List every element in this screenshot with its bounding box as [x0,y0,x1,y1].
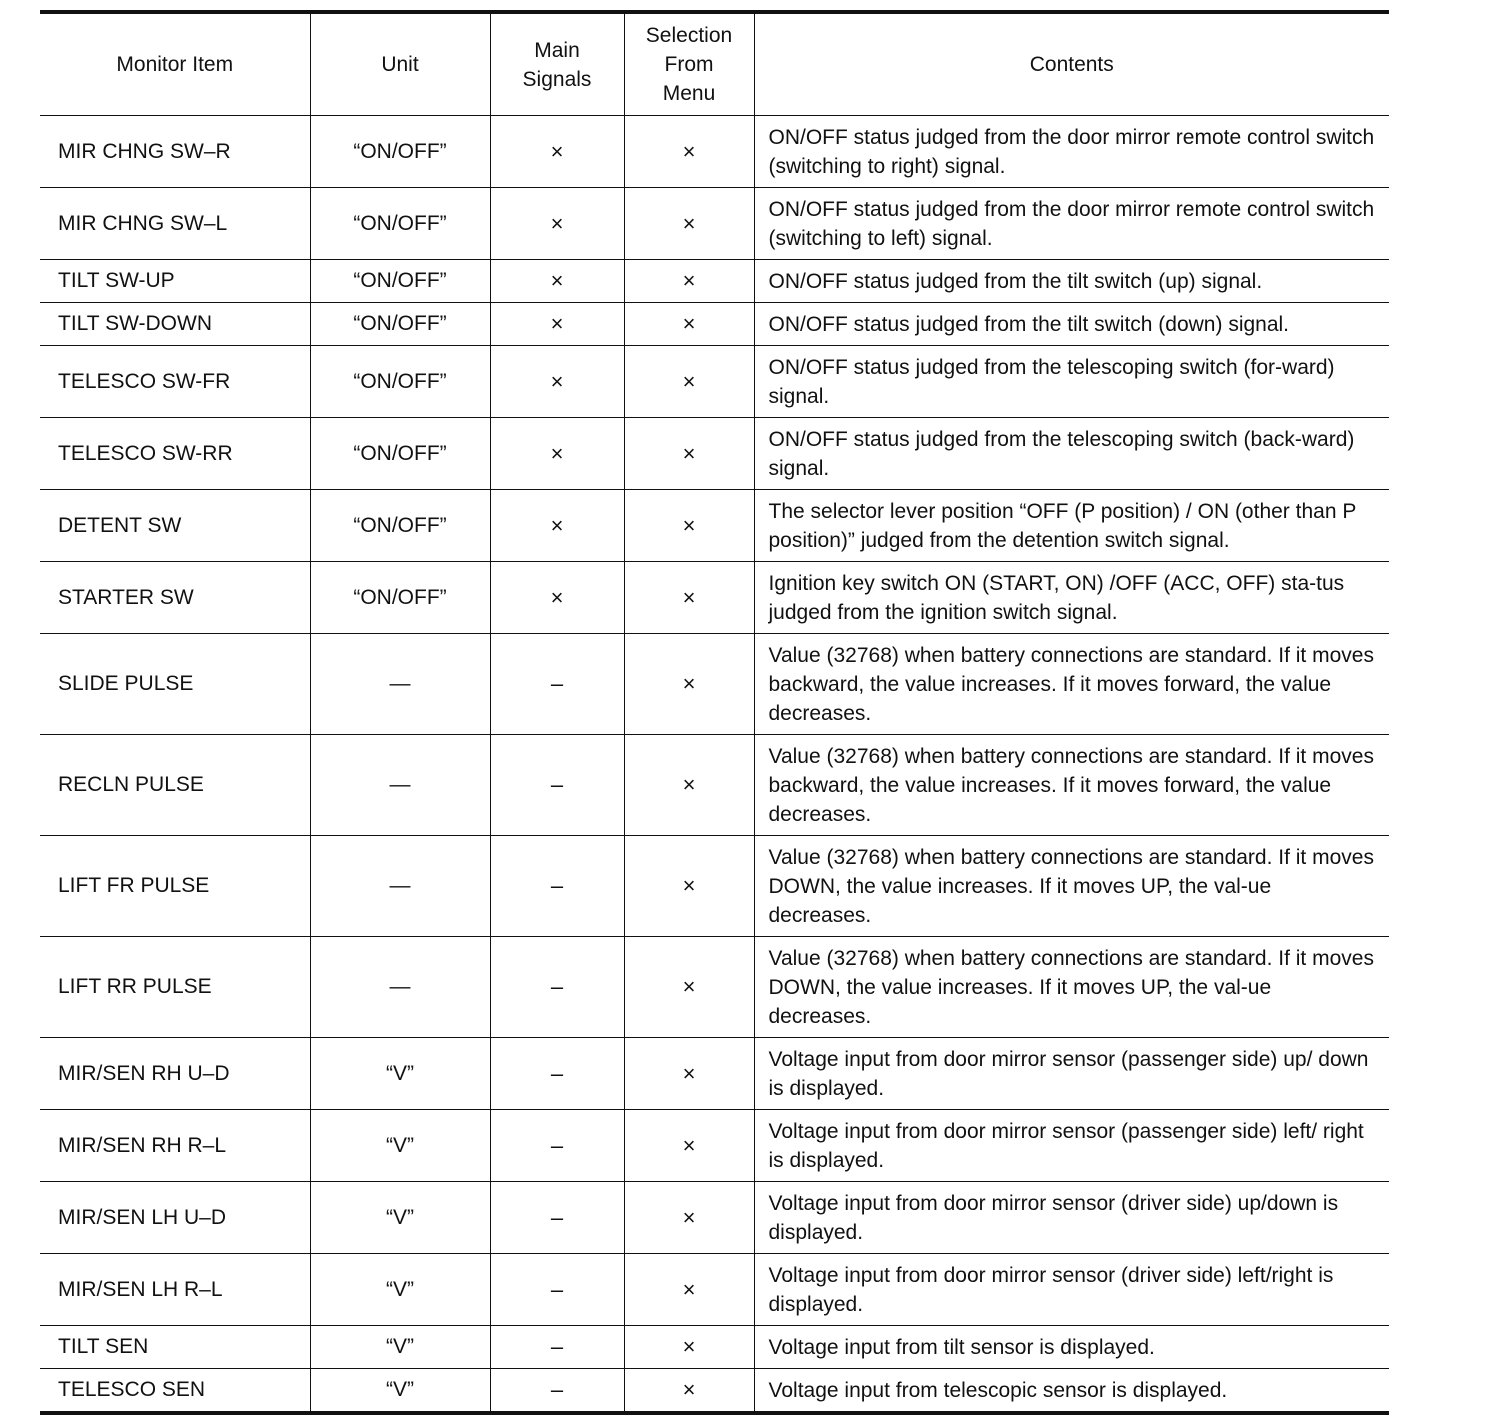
unit-cell: “ON/OFF” [310,418,490,490]
table-row [40,735,1389,836]
unit-cell: “ON/OFF” [310,188,490,260]
selection-cell: × [624,735,754,836]
main-signals-cell: × [490,303,624,346]
table-row [40,1038,1389,1110]
main-signals-cell: – [490,634,624,735]
contents-cell: Value (32768) when battery connections are standard. If it moves DOWN, the value increases. If it moves UP, the val-ue decreases. [754,836,1389,937]
header-unit: Unit [310,12,490,116]
selection-cell: × [624,634,754,735]
table-row [40,303,1389,346]
table-row [40,346,1389,418]
unit-cell: — [310,937,490,1038]
monitor-item-cell: MIR CHNG SW–L [40,188,310,260]
monitor-item-cell: SLIDE PULSE [40,634,310,735]
monitor-item-cell: MIR CHNG SW–R [40,116,310,188]
main-signals-cell: – [490,1326,624,1369]
table-row [40,260,1389,303]
monitor-item-cell: TELESCO SW-FR [40,346,310,418]
unit-cell: “V” [310,1326,490,1369]
header-selection-line: From [664,53,714,76]
monitor-item-cell: LIFT FR PULSE [40,836,310,937]
header-main-signals [490,12,624,116]
monitor-item-cell: TILT SW-UP [40,260,310,303]
main-signals-cell: × [490,188,624,260]
unit-cell: “ON/OFF” [310,490,490,562]
contents-cell: Voltage input from door mirror sensor (passenger side) up/ down is displayed. [754,1038,1389,1110]
unit-cell: “ON/OFF” [310,303,490,346]
contents-cell: Ignition key switch ON (START, ON) /OFF (ACC, OFF) sta-tus judged from the ignition switch signal. [754,562,1389,634]
unit-cell: “V” [310,1110,490,1182]
selection-cell: × [624,418,754,490]
selection-cell: × [624,937,754,1038]
header-selection-line: Selection [645,24,733,47]
contents-cell: Voltage input from telescopic sensor is displayed. [754,1369,1389,1414]
unit-cell: “V” [310,1182,490,1254]
table-row [40,836,1389,937]
selection-cell: × [624,260,754,303]
monitor-item-cell: MIR/SEN LH U–D [40,1182,310,1254]
header-main-signals-line: Main [534,38,580,62]
monitor-item-cell: DETENT SW [40,490,310,562]
monitor-item-cell: RECLN PULSE [40,735,310,836]
selection-cell: × [624,1038,754,1110]
table-row [40,1326,1389,1369]
main-signals-cell: – [490,1369,624,1414]
table-row [40,937,1389,1038]
main-signals-cell: × [490,490,624,562]
table-row [40,1254,1389,1326]
selection-cell: × [624,490,754,562]
selection-cell: × [624,346,754,418]
selection-cell: × [624,303,754,346]
monitor-item-cell: MIR/SEN RH U–D [40,1038,310,1110]
monitor-item-cell: TELESCO SW-RR [40,418,310,490]
table-row [40,562,1389,634]
selection-cell: × [624,836,754,937]
main-signals-cell: × [490,418,624,490]
contents-cell: Value (32768) when battery connections are standard. If it moves DOWN, the value increases. If it moves UP, the val-ue decreases. [754,937,1389,1038]
selection-cell: × [624,562,754,634]
main-signals-cell: – [490,1182,624,1254]
contents-cell: ON/OFF status judged from the telescoping switch (back-ward) signal. [754,418,1389,490]
contents-cell: Voltage input from door mirror sensor (passenger side) left/ right is displayed. [754,1110,1389,1182]
unit-cell: — [310,634,490,735]
header-main-signals-line: Signals [522,67,592,91]
main-signals-cell: × [490,346,624,418]
table-row [40,1182,1389,1254]
header-selection-from-menu [624,12,754,116]
contents-cell: Value (32768) when battery connections are standard. If it moves backward, the value increases. If it moves forward, the value decreases. [754,634,1389,735]
monitor-item-table [40,10,1389,1415]
table-row [40,634,1389,735]
unit-cell: — [310,836,490,937]
unit-cell: “ON/OFF” [310,260,490,303]
contents-cell: The selector lever position “OFF (P position) / ON (other than P position)” judged from the detention switch signal. [754,490,1389,562]
monitor-item-cell: STARTER SW [40,562,310,634]
unit-cell: “ON/OFF” [310,116,490,188]
unit-cell: “ON/OFF” [310,562,490,634]
contents-cell: ON/OFF status judged from the tilt switch (up) signal. [754,260,1389,303]
main-signals-cell: – [490,1110,624,1182]
main-signals-cell: × [490,260,624,303]
selection-cell: × [624,1326,754,1369]
table-row [40,418,1389,490]
table-row [40,188,1389,260]
main-signals-cell: × [490,562,624,634]
header-row [40,12,1389,116]
monitor-item-cell: MIR/SEN LH R–L [40,1254,310,1326]
unit-cell: — [310,735,490,836]
monitor-item-cell: TELESCO SEN [40,1369,310,1414]
table-row [40,490,1389,562]
monitor-item-cell: MIR/SEN RH R–L [40,1110,310,1182]
contents-cell: Voltage input from door mirror sensor (driver side) up/down is displayed. [754,1182,1389,1254]
contents-cell: Value (32768) when battery connections are standard. If it moves backward, the value increases. If it moves forward, the value decreases. [754,735,1389,836]
contents-cell: ON/OFF status judged from the door mirror remote control switch (switching to left) signal. [754,188,1389,260]
main-signals-cell: – [490,1254,624,1326]
contents-cell: ON/OFF status judged from the door mirror remote control switch (switching to right) signal. [754,116,1389,188]
header-selection-line: Menu [662,82,716,105]
unit-cell: “V” [310,1369,490,1414]
table-row [40,1369,1389,1414]
unit-cell: “ON/OFF” [310,346,490,418]
header-contents: Contents [754,12,1389,116]
header-monitor-item: Monitor Item [40,12,310,116]
table-row [40,1110,1389,1182]
contents-cell: ON/OFF status judged from the telescoping switch (for-ward) signal. [754,346,1389,418]
main-signals-cell: – [490,735,624,836]
monitor-item-cell: LIFT RR PULSE [40,937,310,1038]
table-row [40,116,1389,188]
main-signals-cell: × [490,116,624,188]
contents-cell: Voltage input from tilt sensor is displayed. [754,1326,1389,1369]
contents-cell: ON/OFF status judged from the tilt switch (down) signal. [754,303,1389,346]
monitor-item-cell: TILT SW-DOWN [40,303,310,346]
monitor-item-cell: TILT SEN [40,1326,310,1369]
selection-cell: × [624,1182,754,1254]
main-signals-cell: – [490,836,624,937]
contents-cell: Voltage input from door mirror sensor (driver side) left/right is displayed. [754,1254,1389,1326]
selection-cell: × [624,1254,754,1326]
selection-cell: × [624,1369,754,1414]
unit-cell: “V” [310,1254,490,1326]
selection-cell: × [624,1110,754,1182]
main-signals-cell: – [490,937,624,1038]
selection-cell: × [624,188,754,260]
unit-cell: “V” [310,1038,490,1110]
main-signals-cell: – [490,1038,624,1110]
selection-cell: × [624,116,754,188]
